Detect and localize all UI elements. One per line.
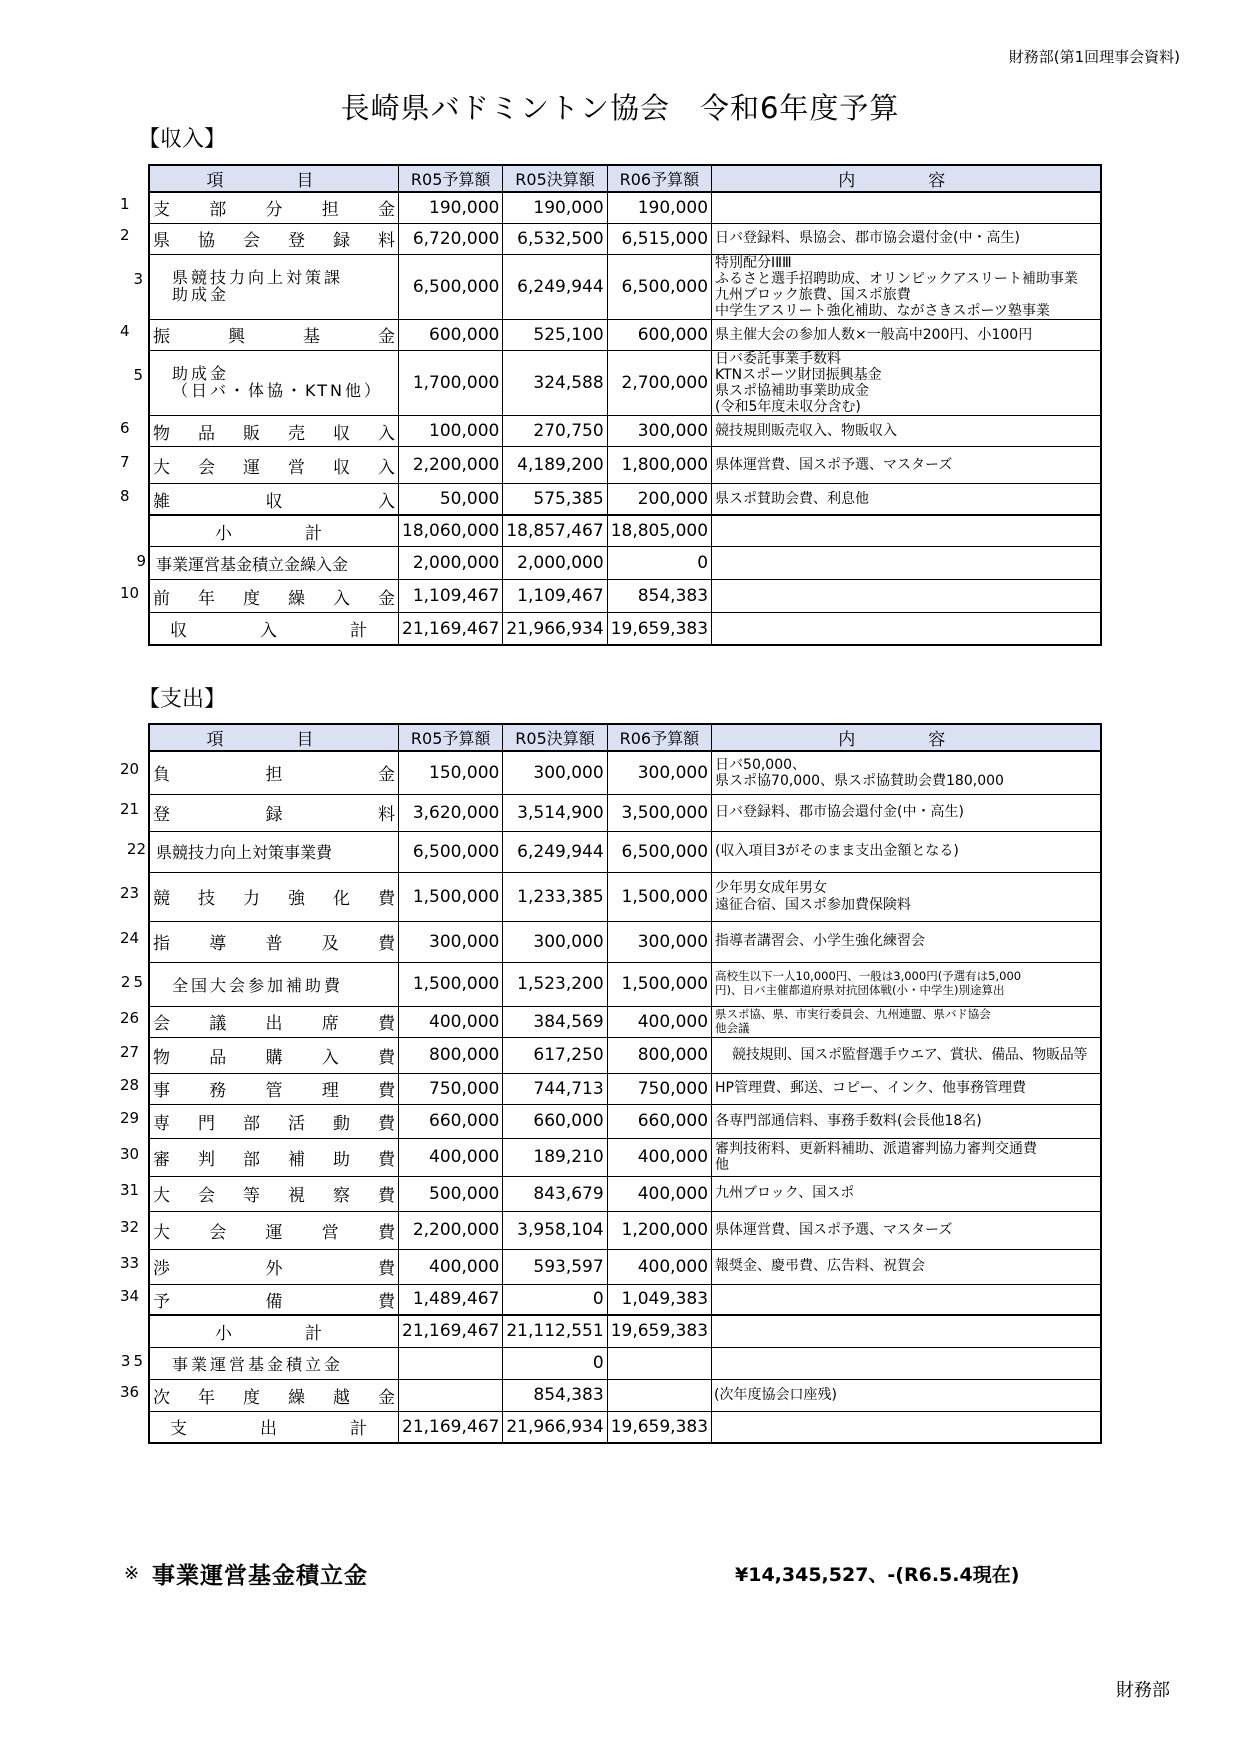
row-item-label: 会議出席費 [153,1014,395,1034]
row-desc-cell [712,1211,1101,1249]
cell-r05-budget: 2,000,000 [399,547,503,580]
cell-r06-budget: 0 [607,547,711,580]
cell-r06-budget: 1,500,000 [607,962,711,1006]
desc-line: 円)、日バ主催都道府県対抗団体戦(小・中学生)別途算出 [715,983,1005,997]
cell-r06-budget: 300,000 [607,416,711,447]
row-number: 4 [120,322,130,341]
table-row [149,1104,1101,1138]
desc-line: 競技規則、国スポ監督選手ウエア、賞状、備品、物販品等 [732,1046,1088,1063]
table-row [149,794,1101,831]
cell-r05-budget: 21,169,467 [399,613,503,645]
desc-line: 中学生アスリート強化補助、ながさきスポーツ塾事業 [715,302,1050,319]
cell-r05-budget [399,1379,503,1411]
cell-r06-budget: 6,515,000 [607,223,711,254]
row-item-cell [120,1284,399,1315]
row-number: 31 [120,1181,140,1199]
table-row [149,192,1101,223]
desc-line: 九州ブロック、国スポ [715,1185,855,1202]
cell-r05-budget: 1,109,467 [399,580,503,613]
cell-r05-settled: 525,100 [503,319,607,350]
row-number: 7 [120,452,130,471]
cell-r05-settled: 21,966,934 [503,613,607,645]
expense-header-row [149,724,1101,751]
summary-label: 収 入 計 [149,613,399,645]
row-desc-cell [712,192,1101,223]
cell-r05-settled: 190,000 [503,192,607,223]
cell-r05-settled: 324,588 [503,350,607,415]
row-item-label: 物品販売収入 [153,423,395,444]
desc-line: 遠征合宿、国スポ参加費保険料 [715,896,912,913]
desc-line: 競技規則販売収入、物販収入 [715,423,898,440]
row-number: 8 [120,486,130,505]
cell-r06-budget: 1,049,383 [607,1284,711,1315]
row-desc-cell [712,921,1101,962]
cell-r05-settled: 744,713 [503,1073,607,1104]
desc-line: 県スポ賛助会費、利息他 [715,490,870,507]
row-item-cell [120,447,399,484]
desc-line: 県スポ協補助事業助成金 [715,383,870,400]
desc-line: 県スポ協、県、市実行委員会、九州連盟、県バド協会 [715,1006,991,1021]
row-desc-cell [712,1176,1101,1211]
table-row [149,223,1101,254]
cell-r05-settled: 3,514,900 [503,794,607,831]
table-row [149,1006,1101,1037]
table-row [149,547,1101,580]
col-header-desc: 内 容 [712,724,1101,751]
table-row [149,416,1101,447]
row-item-label: 予備費 [153,1291,395,1312]
row-desc-cell [712,254,1101,319]
row-desc-cell [712,1249,1101,1284]
cell-r05-settled: 270,750 [503,416,607,447]
table-row [149,962,1101,1006]
row-number: 24 [120,929,140,947]
cell-r06-budget: 190,000 [607,192,711,223]
row-item-cell [120,1037,399,1073]
cell-r06-budget: 400,000 [607,1176,711,1211]
row-number: 20 [120,760,140,779]
cell-r05-settled: 593,597 [503,1249,607,1284]
col-header-desc: 内 容 [712,165,1101,192]
row-item-label: 支部分担金 [153,200,395,221]
cell-r06-budget: 19,659,383 [607,613,711,645]
row-number: 34 [120,1286,140,1305]
row-number: 30 [120,1144,140,1163]
row-item-cell [120,319,399,350]
col-header-item: 項 目 [149,724,399,751]
cell-r05-settled: 617,250 [503,1037,607,1073]
table-row [149,872,1101,921]
document-note: 財務部(第1回理事会資料) [1008,48,1180,66]
cell-r05-budget: 18,060,000 [399,515,503,547]
table-row [149,350,1101,415]
cell-r06-budget: 19,659,383 [607,1315,711,1347]
row-item-cell [136,547,399,580]
cell-r05-budget: 190,000 [399,192,503,223]
row-item-cell [120,1138,399,1176]
row-item-label: 振興基金 [153,327,395,348]
row-number: 25 [120,972,146,991]
cell-r05-budget: 1,700,000 [399,350,503,415]
cell-r05-budget [399,1347,503,1379]
cell-r06-budget: 6,500,000 [607,831,711,872]
row-item-label: 全国大会参加補助費 [172,975,344,995]
row-item-cell [120,1379,399,1411]
cell-r05-budget: 100,000 [399,416,503,447]
row-item-label: 競技力強化費 [153,889,395,909]
row-item-label: 助成金 [172,364,230,384]
desc-line: KTNスポーツ財団振興基金 [715,366,882,383]
col-header-r05-settled: R05決算額 [503,165,607,192]
col-header-r05-budget: R05予算額 [399,724,503,751]
cell-r05-settled: 3,958,104 [503,1211,607,1249]
col-header-r05-budget: R05予算額 [399,165,503,192]
row-item-label: 指導普及費 [153,934,395,954]
cell-r05-budget: 300,000 [399,921,503,962]
cell-r05-budget: 2,200,000 [399,1211,503,1249]
row-item-label: 事業運営基金積立金 [172,1354,344,1374]
footer-department: 財務部 [1116,1680,1170,1701]
row-number: 5 [133,366,146,385]
cell-r05-budget: 150,000 [399,751,503,794]
cell-r06-budget: 750,000 [607,1073,711,1104]
row-item-cell [120,794,399,831]
desc-line: 特別配分ⅠⅡⅢ [715,254,792,271]
cell-r05-settled: 4,189,200 [503,447,607,484]
cell-r06-budget: 1,800,000 [607,447,711,484]
row-item-label: 渉外費 [153,1259,395,1279]
row-number: 35 [120,1351,146,1370]
cell-r05-settled: 300,000 [503,921,607,962]
cell-r06-budget: 6,500,000 [607,254,711,319]
row-item-cell [120,921,399,962]
cell-r05-settled: 854,383 [503,1379,607,1411]
cell-r06-budget: 660,000 [607,1104,711,1138]
row-item-cell [126,831,399,872]
row-item-cell [120,1347,399,1379]
row-desc-cell [712,1411,1101,1443]
table-row [149,1037,1101,1073]
row-item-cell [120,416,399,447]
row-item-label: 次年度繰越金 [153,1387,395,1408]
row-item-sublabel: 助成金 [172,284,230,304]
cell-r06-budget: 300,000 [607,751,711,794]
row-item-label: 県競技力向上対策事業費 [156,843,333,862]
desc-line: 各専門部通信料、事務手数料(会長他18名) [715,1112,982,1129]
row-desc-cell [712,1104,1101,1138]
row-desc-cell [712,515,1101,547]
table-row [149,1176,1101,1211]
row-item-label: 審判部補助費 [153,1149,395,1170]
desc-line: ふるさと選手招聘助成、オリンピックアスリート補助事業 [715,270,1078,287]
row-number: 29 [120,1108,140,1127]
cell-r05-settled: 1,523,200 [503,962,607,1006]
desc-line: 少年男女成年男女 [715,880,828,897]
row-desc-cell [712,613,1101,645]
desc-line: 日バ委託事業手数料 [715,350,842,367]
page-title: 長崎県バドミントン協会 令和6年度予算 [340,91,900,125]
row-item-label: 県協会登録料 [153,231,395,251]
cell-r05-settled: 6,249,944 [503,831,607,872]
row-number: 1 [120,195,130,214]
row-desc-cell [712,1347,1101,1379]
row-item-label: 負担金 [153,765,395,786]
row-desc-cell [712,547,1101,580]
cell-r05-settled: 189,210 [503,1138,607,1176]
row-desc-cell [712,319,1101,350]
table-row [149,831,1101,872]
cell-r05-settled: 21,966,934 [503,1411,607,1443]
cell-r05-budget: 1,489,467 [399,1284,503,1315]
cell-r05-budget: 400,000 [399,1249,503,1284]
row-item-label: 雑収入 [153,491,395,512]
col-header-r06-budget: R06予算額 [607,165,711,192]
cell-r05-budget: 400,000 [399,1138,503,1176]
cell-r05-budget: 2,200,000 [399,447,503,484]
cell-r05-settled: 0 [503,1347,607,1379]
row-number: 26 [120,1009,140,1027]
row-number: 27 [120,1042,140,1061]
table-row [149,319,1101,350]
summary-label: 小 計 [149,1315,399,1347]
cell-r06-budget: 19,659,383 [607,1411,711,1443]
row-desc-cell [712,1315,1101,1347]
cell-r05-budget: 6,500,000 [399,254,503,319]
cell-r05-budget: 6,500,000 [399,831,503,872]
row-item-cell [120,484,399,515]
desc-line: 日バ50,000、 [715,756,807,773]
table-row [149,580,1101,613]
cell-r05-budget: 500,000 [399,1176,503,1211]
cell-r06-budget [607,1347,711,1379]
table-row [149,1347,1101,1379]
row-item-cell [120,751,399,794]
col-header-r05-settled: R05決算額 [503,724,607,751]
summary-label: 小 計 [149,515,399,547]
cell-r05-budget: 660,000 [399,1104,503,1138]
cell-r06-budget: 400,000 [607,1006,711,1037]
fund-note-mark: ※ [124,1563,140,1584]
cell-r05-settled: 2,000,000 [503,547,607,580]
row-desc-cell [712,1006,1101,1037]
row-item-cell [120,1249,399,1284]
cell-r06-budget: 3,500,000 [607,794,711,831]
table-row [149,1073,1101,1104]
row-item-label: 登録料 [153,805,395,825]
row-desc-cell [712,223,1101,254]
row-desc-cell [712,962,1101,1006]
expense-table [120,723,1102,1444]
col-header-r06-budget: R06予算額 [607,724,711,751]
desc-line: 県体運営費、国スポ予選、マスターズ [715,457,953,474]
row-item-cell [120,1211,399,1249]
cell-r05-settled: 300,000 [503,751,607,794]
desc-line: 審判技術料、更新料補助、派遣審判協力審判交通費 [715,1140,1038,1157]
row-item-label: 専門部活動費 [153,1113,395,1134]
desc-line: 報奨金、慶弔費、広告料、祝賀会 [715,1258,926,1275]
cell-r05-budget: 800,000 [399,1037,503,1073]
desc-line: 高校生以下一人10,000円、一般は3,000円(予選有は5,000 [715,969,1022,984]
row-number: 28 [120,1076,140,1094]
cell-r06-budget: 18,805,000 [607,515,711,547]
cell-r05-settled: 1,109,467 [503,580,607,613]
summary-row [149,613,1101,645]
table-row [149,447,1101,484]
row-desc-cell [712,580,1101,613]
summary-row [149,1315,1101,1347]
desc-line: HP管理費、郵送、コピー、インク、他事務管理費 [715,1080,1027,1097]
desc-line: (令和5年度未収分含む) [715,399,861,416]
cell-r06-budget: 600,000 [607,319,711,350]
row-item-label: 大会運営収入 [153,457,395,478]
income-table [120,164,1102,646]
cell-r05-settled: 843,679 [503,1176,607,1211]
row-number: 9 [136,551,146,570]
cell-r05-budget: 1,500,000 [399,872,503,921]
table-row [149,1284,1101,1315]
col-header-item: 項 目 [149,165,399,192]
table-row [149,1211,1101,1249]
row-desc-cell [712,484,1101,515]
row-desc-cell [712,1284,1101,1315]
row-desc-cell [712,416,1101,447]
row-item-cell [133,254,399,319]
cell-r06-budget: 854,383 [607,580,711,613]
row-item-cell [120,872,399,921]
cell-r06-budget: 1,500,000 [607,872,711,921]
desc-line: 九州ブロック旅費、国スポ旅費 [715,286,911,303]
table-row [149,1249,1101,1284]
table-row [149,1379,1101,1411]
desc-line: 県体運営費、国スポ予選、マスターズ [715,1221,953,1238]
row-item-label: 大会運営費 [153,1222,395,1243]
fund-label: 事業運営基金積立金 [152,1563,368,1589]
cell-r05-settled: 575,385 [503,484,607,515]
summary-row [149,515,1101,547]
cell-r05-budget: 400,000 [399,1006,503,1037]
cell-r06-budget [607,1379,711,1411]
row-desc-cell [712,1379,1101,1411]
cell-r06-budget: 800,000 [607,1037,711,1073]
cell-r05-budget: 600,000 [399,319,503,350]
cell-r05-budget: 50,000 [399,484,503,515]
row-desc-cell [712,1073,1101,1104]
summary-row [149,1411,1101,1443]
cell-r05-budget: 6,720,000 [399,223,503,254]
cell-r05-settled: 384,569 [503,1006,607,1037]
row-item-sublabel: （日バ・体協・KTN他） [172,381,383,401]
cell-r05-settled: 0 [503,1284,607,1315]
row-number: 36 [120,1382,140,1401]
cell-r05-settled: 21,112,551 [503,1315,607,1347]
desc-line: 県スポ協70,000、県スポ協賛助会費180,000 [715,772,1004,789]
desc-line: (収入項目3がそのまま支出金額となる) [715,843,959,860]
cell-r05-budget: 21,169,467 [399,1315,503,1347]
row-desc-cell [712,794,1101,831]
desc-line: 他会議 [715,1020,750,1035]
row-item-label: 事務管理費 [153,1081,395,1101]
cell-r05-settled: 660,000 [503,1104,607,1138]
desc-line: (次年度協会口座残) [714,1386,837,1403]
row-number: 22 [126,840,146,858]
row-item-cell [120,223,399,254]
income-section-label: 【収入】 [138,127,227,152]
desc-line: 他 [715,1157,730,1173]
table-row [149,921,1101,962]
row-number: 21 [120,800,140,818]
row-item-label: 県競技力向上対策課 [172,267,344,287]
row-desc-cell [712,872,1101,921]
row-item-cell [120,1104,399,1138]
row-number: 33 [120,1254,140,1272]
cell-r05-budget: 3,620,000 [399,794,503,831]
table-row [149,254,1101,319]
row-desc-cell [712,447,1101,484]
row-desc-cell [712,1138,1101,1176]
row-item-cell [120,1073,399,1104]
row-number: 23 [120,884,140,902]
desc-line: 日バ登録料、郡市協会還付金(中・高生) [715,804,964,821]
row-number: 2 [120,226,130,244]
table-row [149,751,1101,794]
row-item-cell [120,962,399,1006]
cell-r06-budget: 2,700,000 [607,350,711,415]
cell-r05-budget: 750,000 [399,1073,503,1104]
cell-r05-settled: 6,249,944 [503,254,607,319]
row-item-label: 大会等視察費 [153,1186,395,1206]
cell-r05-settled: 1,233,385 [503,872,607,921]
row-item-label: 事業運営基金積立金繰入金 [156,554,349,574]
cell-r06-budget: 400,000 [607,1138,711,1176]
table-row [149,484,1101,515]
cell-r05-budget: 1,500,000 [399,962,503,1006]
row-item-label: 物品購入費 [153,1047,395,1068]
cell-r06-budget: 300,000 [607,921,711,962]
cell-r06-budget: 400,000 [607,1249,711,1284]
row-item-cell [120,580,399,613]
cell-r05-settled: 18,857,467 [503,515,607,547]
row-number: 3 [133,269,146,288]
row-desc-cell [712,831,1101,872]
row-desc-cell [712,350,1101,415]
desc-line: 指導者講習会、小学生強化練習会 [715,933,926,950]
fund-value: ¥14,345,527、-(R6.5.4現在) [735,1564,1020,1586]
row-number: 6 [120,418,130,437]
cell-r06-budget: 1,200,000 [607,1211,711,1249]
row-item-label: 前年度繰入金 [153,588,395,609]
cell-r05-settled: 6,532,500 [503,223,607,254]
row-item-cell [120,1006,399,1037]
income-header-row [149,165,1101,192]
row-number: 10 [120,583,140,602]
row-number: 32 [120,1217,140,1236]
desc-line: 県主催大会の参加人数×一般高中200円、小100円 [715,326,1033,343]
row-item-cell [120,1176,399,1211]
row-item-cell [120,192,399,223]
cell-r05-budget: 21,169,467 [399,1411,503,1443]
row-desc-cell [712,751,1101,794]
cell-r06-budget: 200,000 [607,484,711,515]
summary-label: 支 出 計 [149,1411,399,1443]
row-desc-cell [712,1037,1101,1073]
desc-line: 日バ登録料、県協会、郡市協会還付金(中・高生) [715,230,1020,247]
table-row [149,1138,1101,1176]
row-item-cell [133,350,399,415]
expense-section-label: 【支出】 [138,687,227,712]
